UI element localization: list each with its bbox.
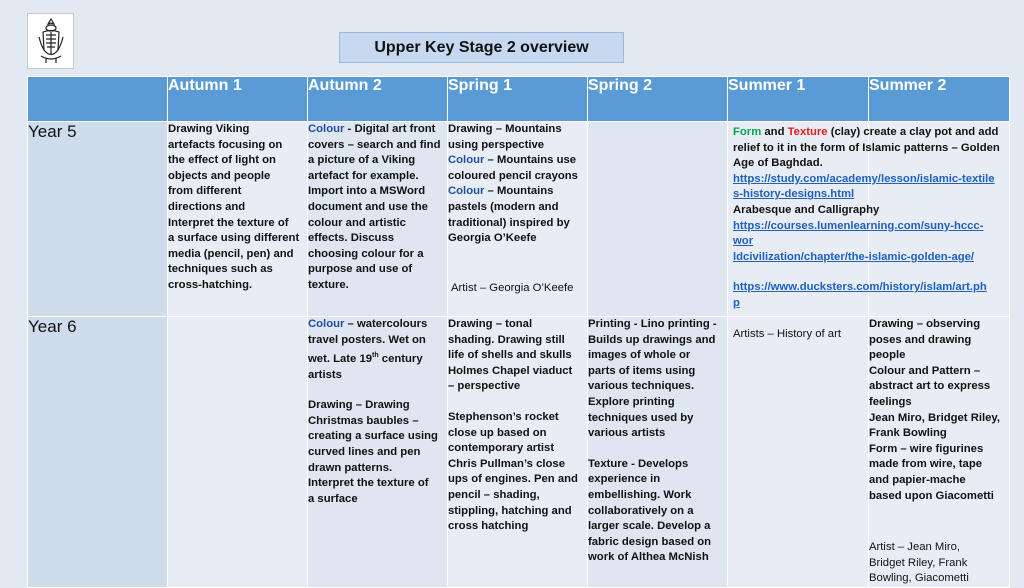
text-line: Colour and Pattern – [869, 364, 981, 377]
header-row [28, 77, 1010, 122]
text-line [308, 348, 447, 367]
text-line: using perspective [448, 138, 545, 151]
text-fragment: and [761, 126, 788, 138]
text-line [308, 122, 447, 138]
spacer [308, 383, 447, 398]
text-line: media (pencil, pen) and [168, 247, 294, 260]
text-line: a picture of a Viking [308, 154, 416, 167]
keyword-colour: Colour [448, 185, 485, 198]
text-line: various artists [588, 427, 666, 440]
text-line: Chris Pullman’s close [448, 457, 565, 470]
spacer [733, 265, 1003, 280]
text-line: a surface using different [168, 232, 300, 245]
cell-year5-spring1 [448, 122, 588, 317]
study-com-link-cont[interactable]: s-history-designs.html [733, 188, 855, 201]
study-com-link[interactable]: https://study.com/academy/lesson/islamic-textile [733, 172, 995, 185]
text-line: Builds up drawings and [588, 333, 716, 346]
text-line: purpose and use of [308, 263, 413, 276]
text-line: Drawing – Drawing [308, 399, 410, 412]
text-line: cross-hatching. [168, 278, 253, 291]
text-line: effects. Discuss [308, 232, 395, 245]
text-line: Drawing – tonal [448, 318, 533, 330]
text-fragment: – Mountains use [484, 154, 577, 167]
text-line: creating a surface using [308, 430, 438, 443]
cell-year6-summer1 [728, 317, 869, 588]
cell-year6-spring2 [588, 317, 728, 588]
cell-year5-autumn1 [168, 122, 308, 317]
keyword-colour: Colour [308, 123, 345, 135]
text-line: artists [308, 368, 342, 381]
text-line: Import into a MSWord [308, 185, 426, 198]
text-line: work of Althea McNish [588, 551, 709, 564]
cell-year6-autumn1 [168, 317, 308, 588]
cell-year5-autumn2 [308, 122, 448, 317]
text-line: Stephenson’s rocket [448, 410, 559, 423]
text-line: Frank Bowling [869, 427, 947, 440]
spacer [733, 312, 1003, 327]
text-line: Georgia O’Keefe [448, 232, 537, 245]
table-row-year5 [28, 122, 1010, 317]
text-line: experience in [588, 473, 661, 486]
text-line: Explore printing [588, 395, 675, 408]
text-line: Printing - Lino printing - [588, 318, 717, 330]
artist-note: Artist – Jean Miro, [869, 541, 961, 554]
text-line: Age of Baghdad. [733, 157, 823, 170]
text-line: a surface [308, 492, 358, 505]
artist-note: Bridget Riley, Frank [869, 556, 968, 569]
header-corner-cell [28, 77, 168, 122]
text-line: curved lines and pen [308, 445, 421, 458]
text-line: travel posters. Wet on [308, 333, 426, 346]
text-line: relief to it in the form of Islamic patterns – Golden [733, 141, 1000, 154]
header-summer-2: Summer 2 [869, 77, 1010, 122]
text-line: Drawing Viking [168, 123, 250, 135]
header-autumn-2: Autumn 2 [308, 77, 448, 122]
header-summer-1: Summer 1 [728, 77, 869, 122]
text-fragment: wet. Late 19 [308, 352, 373, 365]
text-fragment: – Mountains [484, 185, 554, 198]
text-line: colour and artistic [308, 216, 406, 229]
ducksters-link-cont[interactable]: p [733, 296, 740, 309]
text-line: collaboratively on a [588, 504, 694, 517]
text-fragment: century [378, 352, 423, 365]
cell-year5-spring2 [588, 122, 728, 317]
text-line: Jean Miro, Bridget Riley, [869, 411, 1000, 424]
text-line: document and use the [308, 200, 428, 213]
text-line: choosing colour for a [308, 247, 424, 260]
text-line: fabric design based on [588, 535, 712, 548]
cell-year6-autumn2 [308, 317, 448, 588]
text-line: close up based on [448, 426, 547, 439]
text-line: – perspective [448, 380, 521, 393]
text-line: contemporary artist [448, 442, 555, 455]
text-line: based upon Giacometti [869, 489, 994, 502]
header-spring-1: Spring 1 [448, 77, 588, 122]
artist-note: Artist – Georgia O’Keefe [451, 281, 574, 294]
keyword-colour: Colour [448, 154, 485, 167]
text-line [308, 317, 447, 333]
text-line: larger scale. Develop a [588, 520, 711, 533]
text-line: Drawing – Mountains [448, 123, 562, 135]
text-line: artefact for example. [308, 169, 419, 182]
text-line [448, 184, 587, 200]
text-line: made from wire, tape [869, 458, 983, 471]
text-line: pencil – shading, [448, 488, 540, 501]
header-spring-2: Spring 2 [588, 77, 728, 122]
text-line: abstract art to express [869, 380, 991, 393]
text-line: Texture - Develops [588, 457, 689, 470]
cell-year6-summer2 [869, 317, 1010, 588]
text-line: feelings [869, 395, 912, 408]
text-line: pastels (modern and [448, 200, 559, 213]
text-line: people [869, 349, 906, 362]
text-line: Drawing – observing [869, 318, 981, 330]
text-line: poses and drawing [869, 333, 972, 346]
text-line: the effect of light on [168, 154, 276, 167]
text-line: Christmas baubles – [308, 414, 419, 427]
text-line: Holmes Chapel viaduct [448, 364, 573, 377]
superscript: th [372, 352, 379, 360]
text-line: parts of items using [588, 364, 696, 377]
header-autumn-1: Autumn 1 [168, 77, 308, 122]
lumenlearning-link-cont[interactable]: ldcivilization/chapter/the-islamic-golden-age/ [733, 250, 975, 263]
text-fragment: (clay) create a clay pot and add [827, 126, 999, 138]
text-line: traditional) inspired by [448, 216, 570, 229]
text-line: artefacts focusing on [168, 138, 283, 151]
text-line: Interpret the texture of [308, 477, 429, 490]
text-line: and papier-mache [869, 473, 966, 486]
text-line: texture. [308, 278, 349, 291]
table-row-year6 [28, 317, 1010, 588]
cell-year6-spring1 [448, 317, 588, 588]
spacer [448, 395, 587, 410]
row-label-year5: Year 5 [28, 122, 168, 317]
text-line: from different [168, 185, 242, 198]
text-line: shading. Drawing still [448, 333, 565, 346]
ducksters-link[interactable]: https://www.ducksters.com/history/islam/art.ph [733, 281, 987, 294]
text-line: techniques such as [168, 263, 273, 276]
text-line: covers – search and find [308, 138, 441, 151]
text-line: coloured pencil crayons [448, 169, 578, 182]
text-line: techniques used by [588, 411, 694, 424]
text-line: Arabesque and Calligraphy [733, 203, 880, 216]
keyword-colour: Colour [308, 318, 345, 330]
spacer [588, 442, 727, 457]
overview-table [27, 76, 1010, 588]
text-line: life of shells and skulls [448, 349, 572, 362]
text-line: ups of engines. Pen and [448, 473, 578, 486]
text-line: various techniques. [588, 380, 695, 393]
keyword-form: Form [733, 126, 762, 138]
text-line [733, 125, 1003, 141]
keyword-texture: Texture [787, 126, 828, 138]
artists-note-cut: Artists – History of art [733, 327, 841, 340]
crest-icon [36, 17, 66, 65]
spacer [869, 504, 1009, 540]
lumenlearning-link[interactable]: https://courses.lumenlearning.com/suny-hccc-wor [733, 219, 984, 248]
school-crest-logo [27, 13, 74, 69]
text-line [448, 153, 587, 169]
text-line: embellishing. Work [588, 488, 692, 501]
text-line: directions and [168, 200, 246, 213]
text-fragment: – watercolours [344, 318, 428, 330]
text-line: objects and people [168, 169, 271, 182]
text-fragment: - Digital art front [344, 123, 436, 135]
text-line: Interpret the texture of [168, 216, 289, 229]
artist-note: Bowling, Giacometti [869, 572, 969, 585]
text-line: images of whole or [588, 349, 691, 362]
page-title: Upper Key Stage 2 overview [339, 32, 624, 63]
text-line: stippling, hatching and [448, 504, 572, 517]
text-line: Form – wire figurines [869, 442, 984, 455]
row-label-year6: Year 6 [28, 317, 168, 588]
text-line: drawn patterns. [308, 461, 393, 474]
text-line: cross hatching [448, 520, 529, 533]
